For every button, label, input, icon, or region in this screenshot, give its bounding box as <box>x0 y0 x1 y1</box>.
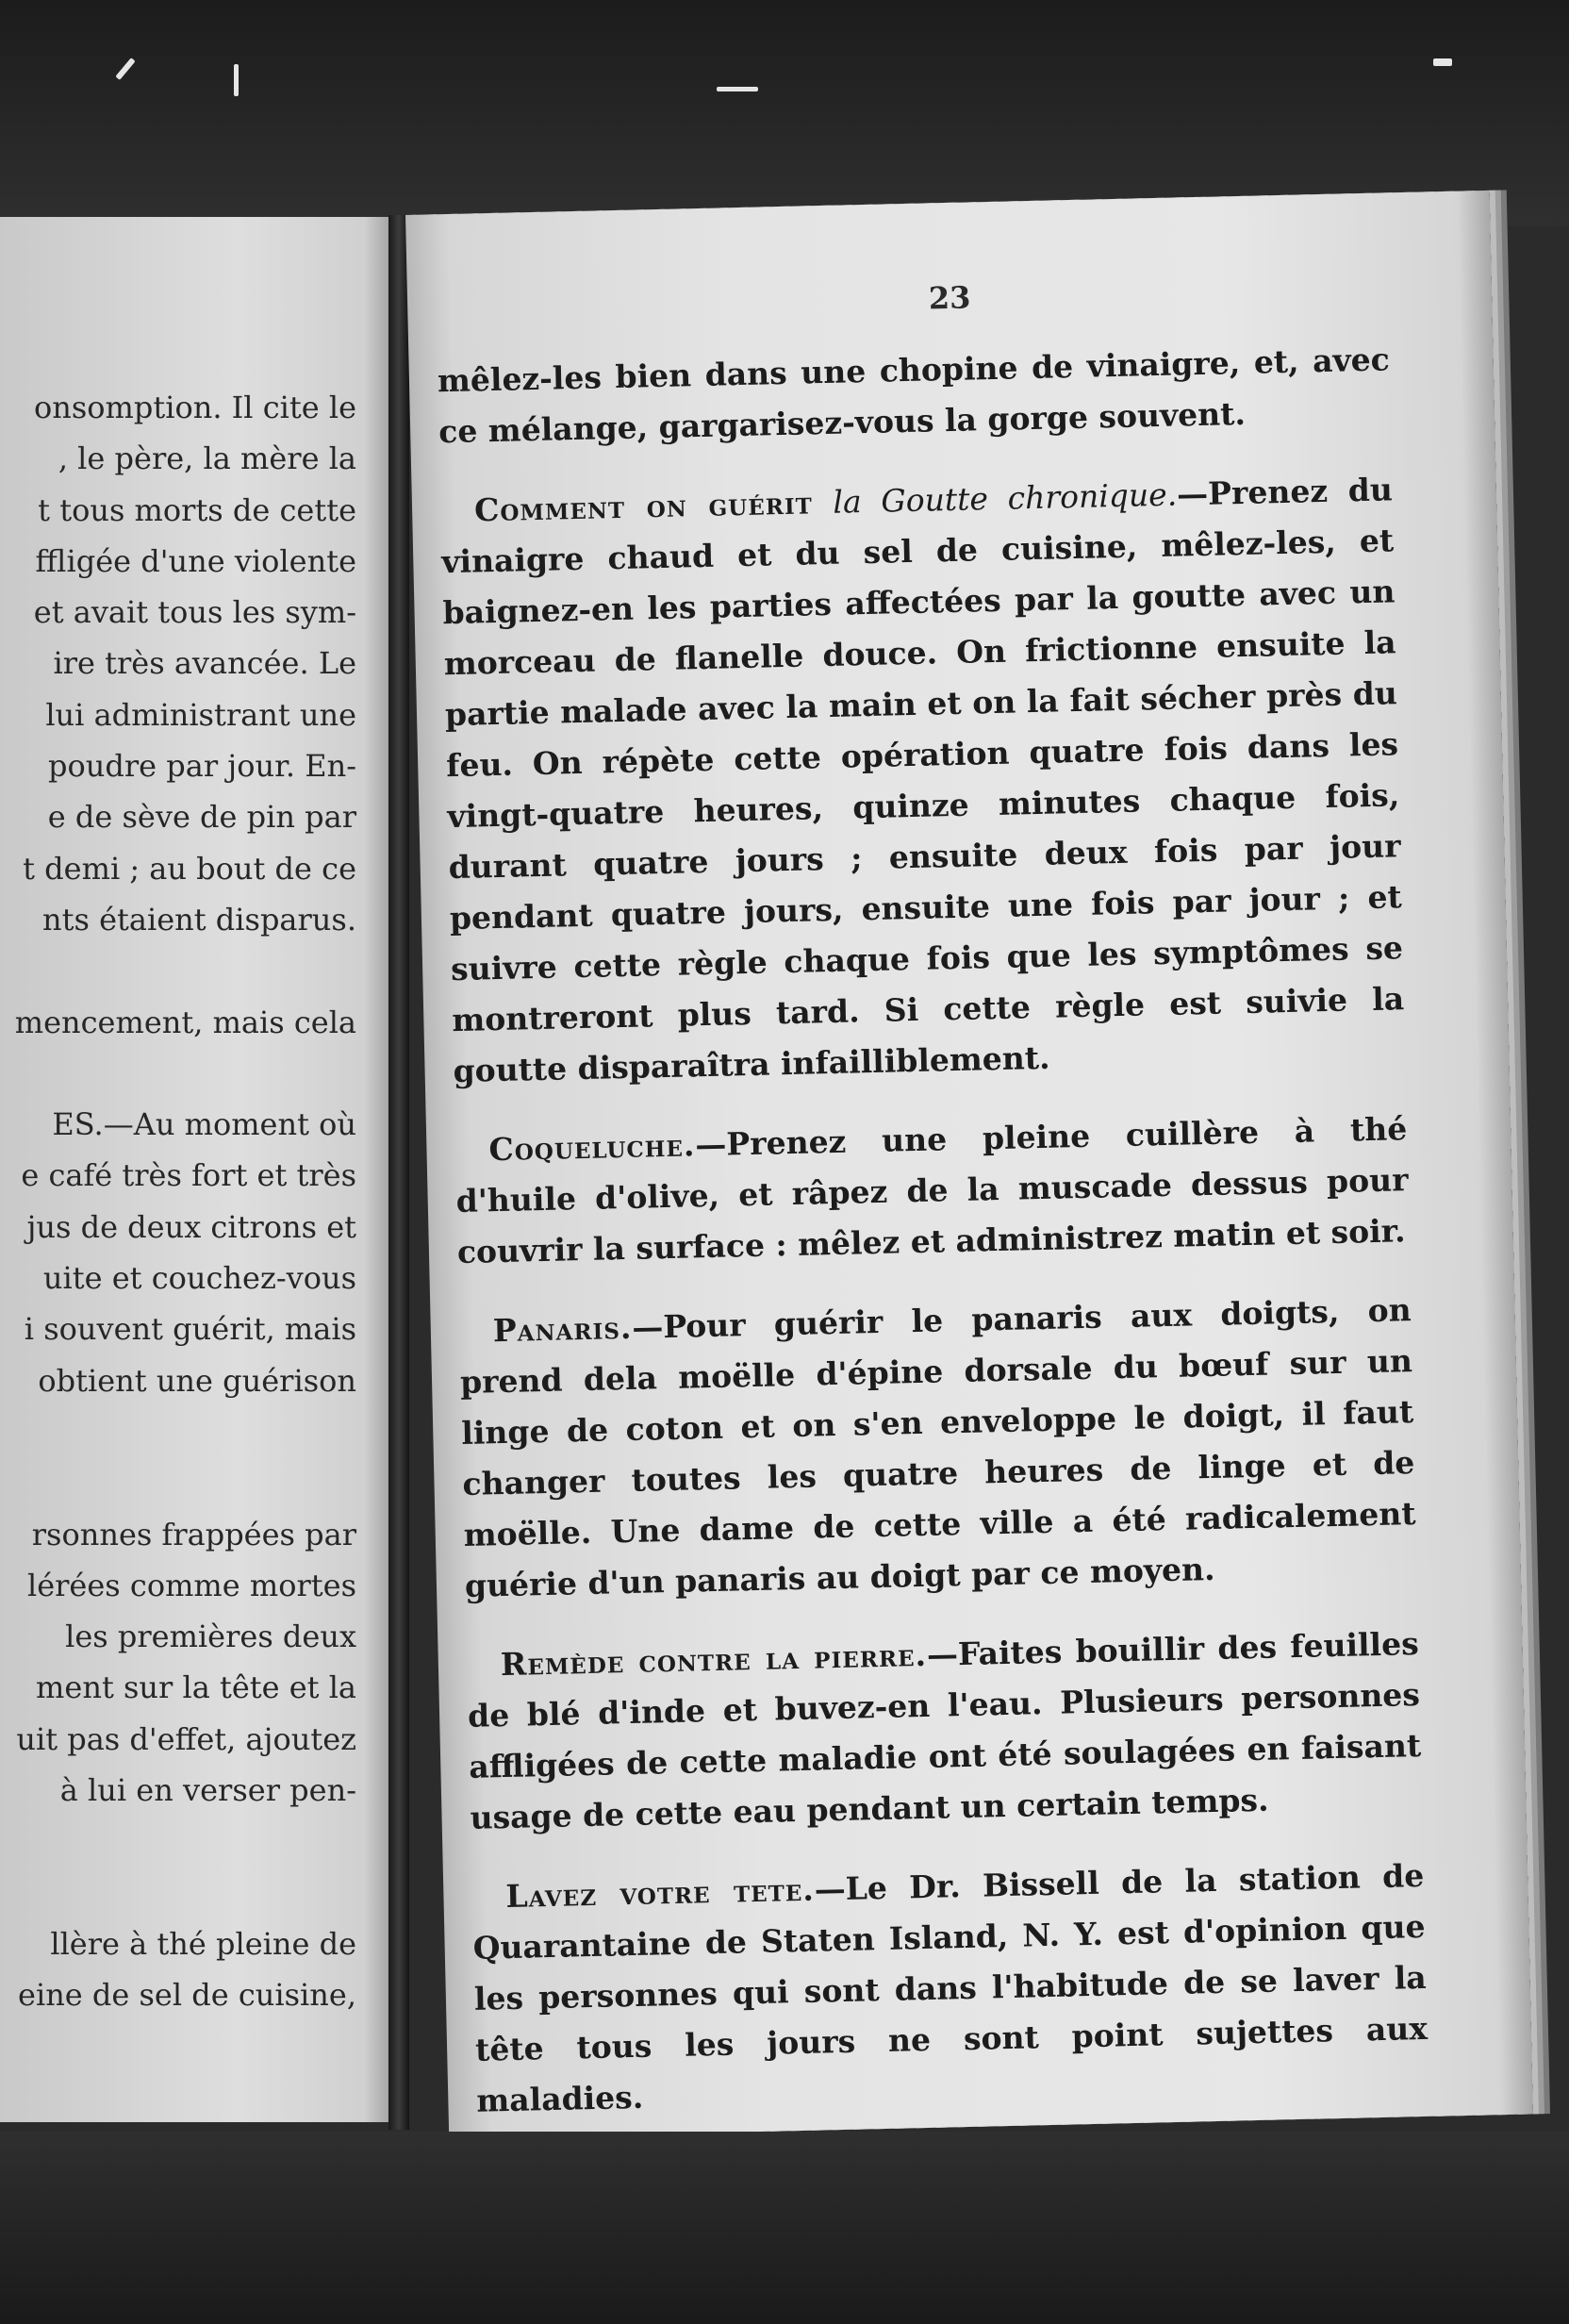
left-page-line: ES.—Au moment où <box>52 1106 356 1143</box>
dust-speck <box>234 64 239 96</box>
continuation-paragraph: mêlez-les bien dans une chopine de vinaigre, et, avec ce mélange, gargarisez-vous la gorge souvent. <box>437 340 1391 451</box>
dark-background-bottom <box>0 2132 1569 2324</box>
left-page-line: poudre par jour. En- <box>48 748 356 785</box>
entry-coqueluche <box>454 1104 1410 1278</box>
left-page-line: uite et couchez-vous <box>42 1260 356 1297</box>
left-page-line: eine de sel de cuisine, <box>18 1977 356 2014</box>
entry-lavez-tete <box>471 1851 1429 2127</box>
entry-heading: Remède contre la pierre. <box>500 1635 928 1684</box>
left-page-line: mencement, mais cela <box>14 1004 356 1040</box>
left-page-line: i souvent guérit, mais <box>24 1311 356 1348</box>
left-page-line: ffligée d'une violente <box>35 542 356 579</box>
left-page <box>0 217 396 2122</box>
left-page-line: uit pas d'effet, ajoutez <box>16 1720 356 1757</box>
left-page-line: jus de deux citrons et <box>26 1208 356 1245</box>
left-page-line: rsonnes frappées par <box>31 1516 356 1552</box>
left-page-line: onsomption. Il cite le <box>33 390 356 425</box>
left-page-line: les premières deux <box>65 1618 356 1655</box>
entry-text: —Faites bouillir des feuilles de blé d'inde et buvez-en l'eau. Plusieurs personnes affligées de cette maladie ont été soulagées en faisant usage de cette eau pendant un certain temps. <box>467 1625 1422 1836</box>
entry-panaris <box>458 1285 1417 1612</box>
left-page-line <box>0 1816 356 1867</box>
left-page-line <box>0 1048 356 1099</box>
left-page-line: t demi ; au bout de ce <box>23 850 356 887</box>
left-page-line: e de sève de pin par <box>47 799 356 836</box>
left-page-line: ment sur la tête et la <box>36 1669 356 1706</box>
entry-goutte <box>440 464 1406 1097</box>
entry-text: —Prenez du vinaigre chaud et du sel de cuisine, mêlez-les, et baignez-en les parties affectées par la goutte avec un morceau de flanelle douce. On frictionne ensuite la partie malade avec la main et on la fait sécher près du feu. On répète cette opération quatre fois dans les vingt-quatre heures, quinze minutes chaque fois, durant quatre jours ; ensuite deux fois par jour pendant quatre jours, ensuite une fois par jour ; et suivre cette règle chaque fois que les symptômes se montreront plus tard. Si cette règle est suivie la goutte disparaîtra infailliblement. <box>440 471 1405 1090</box>
left-page-text <box>0 382 356 2021</box>
left-page-line <box>0 945 356 996</box>
right-page <box>405 191 1533 2139</box>
left-page-line <box>0 1868 356 1918</box>
dust-speck <box>717 87 758 91</box>
entry-heading-italic: la Goutte chronique. <box>832 475 1178 521</box>
left-page-line: nts étaient disparus. <box>42 901 356 938</box>
dust-speck <box>1433 58 1452 66</box>
left-page-line: ire très avancée. Le <box>53 645 356 682</box>
entry-heading: Coqueluche. <box>488 1126 696 1169</box>
left-page-line: lui administrant une <box>45 696 356 733</box>
book-gutter <box>388 215 409 2130</box>
dark-background-top <box>0 0 1569 226</box>
left-page-line: lérées comme mortes <box>26 1567 356 1603</box>
entry-heading: Comment on guérit <box>473 484 814 529</box>
left-page-line: e café très fort et très <box>21 1157 356 1194</box>
entry-heading: Lavez votre tete. <box>505 1870 816 1916</box>
right-page-text <box>437 334 1429 2154</box>
left-page-line: , le père, la mère la <box>58 440 356 477</box>
entry-text: —Pour guérir le panaris aux doigts, on prend dela moëlle d'épine dorsale du bœuf sur un linge de coton et on s'en enveloppe le doigt, il faut changer toutes les quatre heures de linge et de moëlle. Une dame de cette ville a été radicalement guérie d'un panaris au doigt par ce moyen. <box>459 1291 1416 1604</box>
left-page-line <box>0 1457 356 1508</box>
left-page-line: à lui en verser pen- <box>59 1772 356 1809</box>
entry-text: —Prenez une pleine cuillère à thé d'huile d'olive, et râpez de la muscade dessus pour couvrir la surface : mêlez et administrez matin et soir. <box>455 1110 1409 1271</box>
left-page-line: t tous morts de cette <box>38 491 356 528</box>
entry-pierre <box>466 1618 1423 1844</box>
left-page-line <box>0 1406 356 1457</box>
left-page-line: et avait tous les sym- <box>33 594 356 631</box>
entry-text: —Le Dr. Bissell de la station de Quarantaine de Staten Island, N. Y. est d'opinion que les personnes qui sont dans l'habitude de se laver la tête tous les jours ne sont point sujettes aux maladies. <box>472 1856 1429 2119</box>
left-page-line: llère à thé pleine de <box>50 1925 356 1962</box>
page-number: 23 <box>928 279 971 317</box>
left-page-line: obtient une guérison <box>38 1362 356 1399</box>
entry-heading: Panaris. <box>492 1308 633 1350</box>
